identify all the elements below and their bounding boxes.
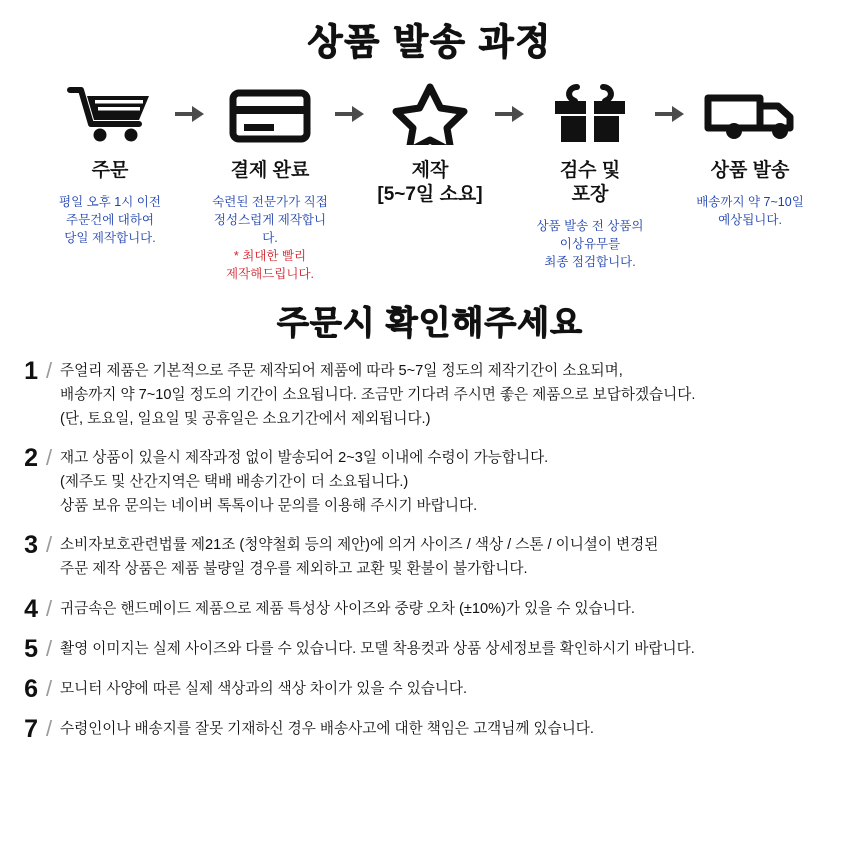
notice-text: 주얼리 제품은 기본적으로 주문 제작되어 제품에 따라 5~7일 정도의 제작기간이 소요되며, 배송까지 약 7~10일 정도의 기간이 소요됩니다. 조금만 기다려 주시면 좋은 제품으로 보답하겠습니다. (단, 토요일, 일요일 및 공휴일은 소요기간에서 제외됩니다.)	[60, 363, 696, 427]
process-step-label: 상품 발송	[710, 160, 790, 181]
list-item	[14, 596, 842, 622]
arrow-right-icon	[493, 83, 527, 123]
process-step-order	[47, 83, 173, 247]
notice-divider-icon: /	[45, 358, 53, 384]
star-icon	[387, 83, 473, 145]
notice-text: 모니터 사양에 따른 실제 색상과의 색상 차이가 있을 수 있습니다.	[60, 681, 468, 697]
list-item	[14, 358, 842, 431]
list-item	[14, 532, 842, 581]
credit-card-icon	[227, 83, 313, 145]
notice-text: 재고 상품이 있을시 제작과정 없이 발송되어 2~3일 이내에 수령이 가능합니다. (제주도 및 산간지역은 택배 배송기간이 더 소요됩니다.) 상품 보유 문의는 네이버 톡톡이나 문의를 이용해 주시기 바랍니다.	[60, 450, 549, 514]
arrow-right-icon	[653, 83, 687, 123]
process-step-shipping	[687, 83, 813, 229]
notice-number: 3	[24, 531, 38, 560]
notice-divider-icon: /	[45, 532, 53, 558]
arrow-right-icon	[173, 83, 207, 123]
list-item	[14, 676, 842, 702]
process-flow	[0, 83, 860, 283]
process-step-note: 상품 발송 전 상품의 이상유무를 최종 점검합니다.	[536, 218, 644, 269]
notice-number: 2	[24, 444, 38, 473]
process-step-production	[367, 83, 493, 207]
notice-number: 6	[24, 675, 38, 703]
list-item	[14, 716, 842, 742]
process-step-sublabel: 포장	[571, 183, 609, 205]
process-step-label: 주문	[91, 160, 129, 181]
notice-divider-icon: /	[45, 445, 53, 471]
notice-text: 수령인이나 배송지를 잘못 기재하신 경우 배송사고에 대한 책임은 고객님께 있습니다.	[60, 721, 594, 738]
arrow-right-icon	[333, 83, 367, 123]
process-step-label: 검수 및	[559, 160, 621, 181]
delivery-truck-icon	[700, 83, 800, 145]
notice-section-title: 주문시 확인해주세요	[276, 304, 584, 342]
notice-divider-icon: /	[45, 676, 53, 701]
process-step-note: 배송까지 약 7~10일 예상됩니다.	[696, 194, 804, 227]
page-title: 상품 발송 과정	[307, 21, 553, 62]
gift-box-icon	[547, 83, 633, 145]
notice-text: 촬영 이미지는 실제 사이즈와 다를 수 있습니다. 모델 착용컷과 상품 상세정보를 확인하시기 바랍니다.	[60, 640, 695, 657]
process-step-label: 결제 완료	[230, 160, 310, 181]
process-step-inspection	[527, 83, 653, 271]
notice-text: 소비자보호관련법률 제21조 (청약철회 등의 제안)에 의거 사이즈 / 색상 / 스톤 / 이니셜이 변경된 주문 제작 상품은 제품 불량일 경우를 제외하고 교환 및 환불이 불가합니다.	[60, 537, 659, 577]
process-step-payment	[207, 83, 333, 283]
notice-list	[0, 358, 860, 742]
notice-divider-icon: /	[45, 635, 53, 661]
notice-divider-icon: /	[45, 716, 53, 742]
notice-text: 귀금속은 핸드메이드 제품으로 제품 특성상 사이즈와 중량 오차 (±10%)가 있을 수 있습니다.	[60, 600, 635, 617]
process-step-sublabel: [5~7일 소요]	[377, 183, 483, 205]
process-step-note: 숙련된 전문가가 직접 정성스럽게 제작합니다. * 최대한 빨리 제작해드립니다.	[212, 194, 328, 282]
notice-number: 5	[24, 634, 38, 663]
process-step-label: 제작	[411, 160, 449, 181]
list-item	[14, 445, 842, 518]
notice-number: 7	[24, 715, 38, 744]
shopping-cart-icon	[67, 83, 153, 145]
process-step-note: 평일 오후 1시 이전 주문건에 대하여 당일 제작합니다.	[59, 194, 161, 245]
notice-number: 1	[24, 357, 38, 386]
notice-number: 4	[24, 594, 38, 623]
list-item	[14, 636, 842, 662]
notice-divider-icon: /	[45, 595, 53, 621]
